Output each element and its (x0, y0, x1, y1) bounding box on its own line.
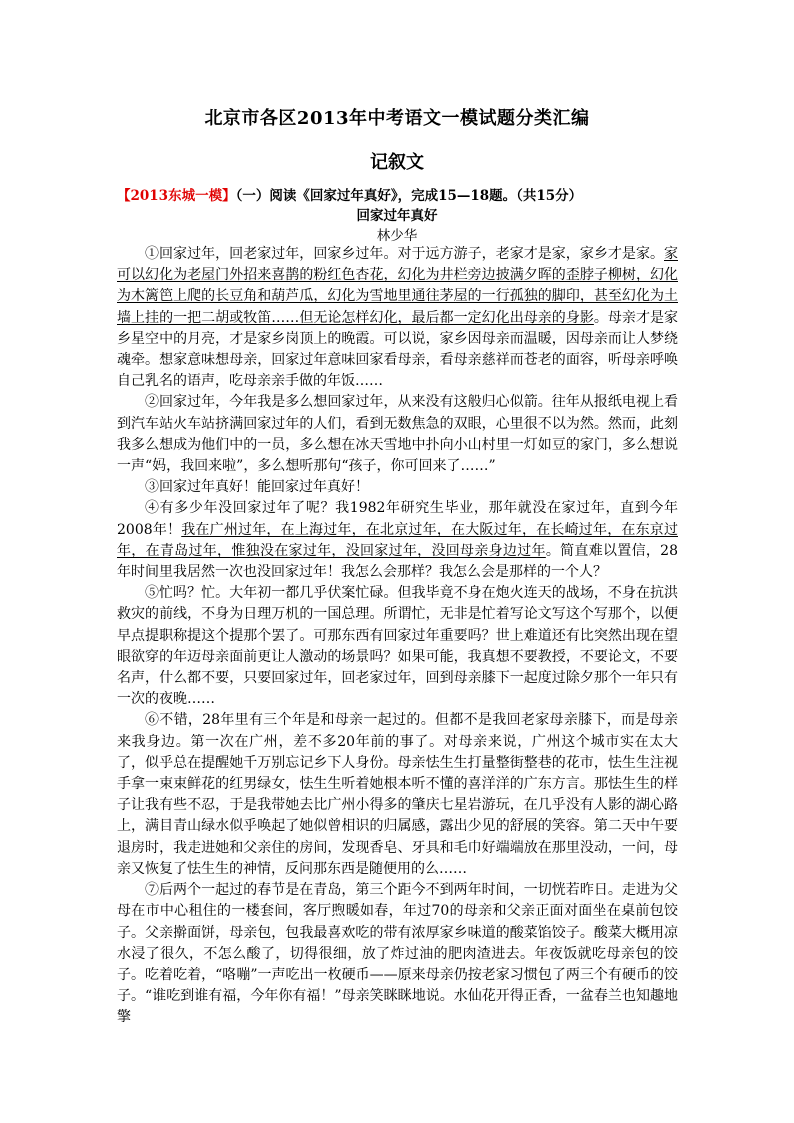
paragraph: ④有多少年没回家过年了呢？我1982年研究生毕业，那年就没在家过年，直到今年2008年！我在广州过年，在上海过年，在北京过年，在大阪过年，在长崎过年，在东京过年，在青岛过年，惟独没在家过年，没回家过年，没回母亲身边过年。简直难以置信，28年时间里我居然一次也没回家过年！我怎么会那样？我怎么会是那样的一个人？ (117, 500, 678, 581)
article-title: 回家过年真好 (356, 208, 438, 224)
article-author: 林少华 (376, 228, 418, 244)
paragraph: ②回家过年，今年我是多么想回家过年，从来没有这般归心似箭。往年从报纸电视上看到汽车站火车站挤满回家过年的人们，看到无数焦急的双眼，心里很不以为然。然而，此刻我多么想成为他们中的一员，多么想在冰天雪地中扑向小山村里一灯如豆的家门，多么想说一声“妈，我回来啦”，多么想听那句“孩子，你可回来了……” (117, 394, 678, 475)
paragraph: ⑦后两个一起过的春节是在青岛，第三个距今不到两年时间，一切恍若昨日。走进为父母在市中心租住的一楼套间，客厅煦暖如春，年过70的母亲和父亲正面对面坐在桌前包饺子。父亲擀面饼，母亲包，包我最喜欢吃的带有浓厚家乡味道的酸菜馅饺子。酸菜大概用凉水浸了很久，不怎么酸了，切得很细，放了炸过油的肥肉渣进去。年夜饭就吃母亲包的饺子。吃着吃着，“咯嘣”一声吃出一枚硬币——原来母亲仍按老家习惯包了两三个有硬币的饺子。“谁吃到谁有福，今年你有福！”母亲笑眯眯地说。水仙花开得正香，一盆春兰也知趣地擎 (117, 882, 678, 1026)
paragraph: ①回家过年，回老家过年，回家乡过年。对于远方游子，老家才是家，家乡才是家。家可以幻化为老屋门外招来喜鹊的粉红色杏花，幻化为井栏旁边披满夕晖的歪脖子柳树，幻化为木篱笆上爬的长豆角和葫芦瓜，幻化为雪地里通往茅屋的一行孤独的脚印，甚至幻化为土墙上挂的一把二胡或牧笛……但无论怎样幻化，最后都一定幻化出母亲的身影。母亲才是家乡星空中的月亮，才是家乡岗顶上的晚霞。可以说，家乡因母亲而温暖，因母亲而让人梦绕魂牵。想家意味想母亲，回家过年意味回家看母亲，看母亲慈祥而苍老的面容，听母亲呼唤自己乳名的语声，吃母亲亲手做的年饭…… (117, 246, 679, 390)
paragraph: ⑥不错，28年里有三个年是和母亲一起过的。但都不是我回老家母亲膝下，而是母亲来我身边。第一次在广州，差不多20年前的事了。对母亲来说，广州这个城市实在太大了，似乎总在提醒她千万别忘记乡下人身份。母亲怯生生打量整街整巷的花市，怯生生注视手拿一束束鲜花的红男绿女，怯生生听着她根本听不懂的喜洋洋的广东方言。那怯生生的样子让我有些不忍，于是我带她去比广州小得多的肇庆七星岩游玩，在几乎没有人影的湖心路上，满目青山绿水似乎唤起了她似曾相识的归属感，露出少见的舒展的笑容。第二天中午要退房时，我走进她和父亲住的房间，发现香皂、牙具和毛巾好端端放在那里没动，一问，母亲又恢复了怯生生的神情，反问那东西是随便用的么…… (117, 712, 678, 877)
article-body (117, 244, 678, 1029)
document-title: 北京市各区2013年中考语文一模试题分类汇编 (204, 108, 590, 129)
underlined-text: 我在广州过年，在上海过年，在北京过年，在大阪过年，在长崎过年，在东京过年，在青岛过年，惟独没在家过年，没回家过年，没回母亲身边过年 (117, 521, 678, 559)
section-text: （一）阅读《回家过年真好》，完成15—18题。（共15分） (235, 188, 583, 204)
section-heading (117, 184, 717, 204)
underlined-text: 家可以幻化为老屋门外招来喜鹊的粉红色杏花，幻化为井栏旁边披满夕晖的歪脖子柳树，幻化为木篱笆上爬的长豆角和葫芦瓜，幻化为雪地里通往茅屋的一行孤独的脚印，甚至幻化为土墙上挂的一把二胡或牧笛……但无论怎样幻化，最后都一定幻化出母亲的身影 (117, 246, 678, 326)
paragraph: ③回家过年真好！能回家过年真好！ (145, 479, 369, 496)
document-subtitle: 记叙文 (370, 152, 424, 173)
paragraph: ⑤忙吗？忙。大年初一都几乎伏案忙碌。但我毕竟不身在炮火连天的战场，不身在抗洪救灾的前线，不身为日理万机的一国总理。所谓忙，无非是忙着写论文写这个写那个，以便早点提职称提这个提那个罢了。可那东西有回家过年重要吗？世上难道还有比突然出现在望眼欲穿的年迈母亲面前更让人激动的场景吗？如果可能，我真想不要教授，不要论文，不要名声，什么都不要，只要回家过年，回老家过年，回到母亲膝下一起度过除夕那个一年只有一次的夜晚…… (117, 585, 678, 708)
section-tag: 【2013东城一模】 (117, 188, 236, 204)
